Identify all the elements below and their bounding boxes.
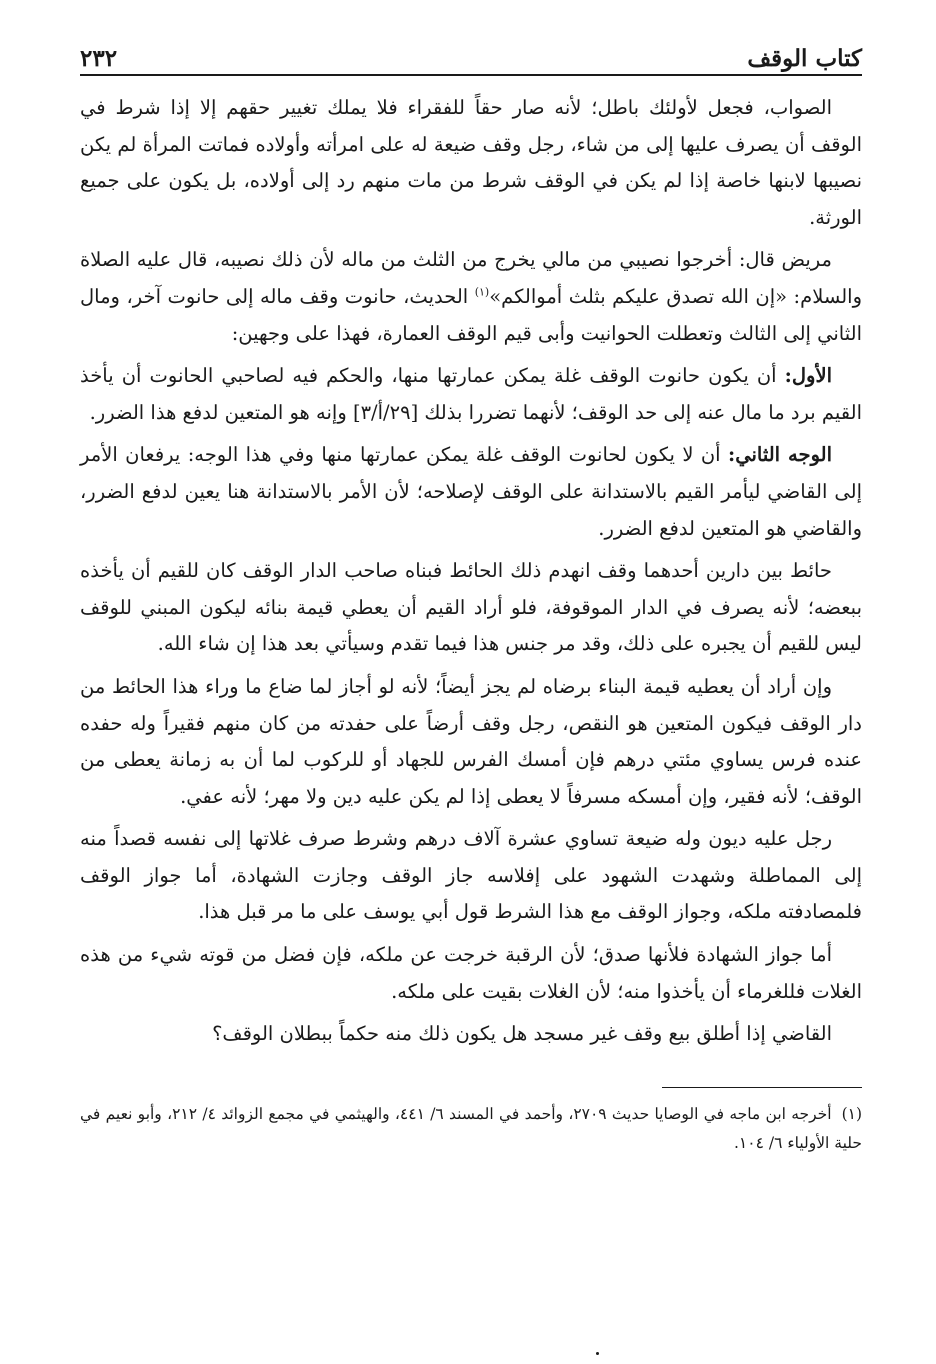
footnote-1 (80, 1100, 862, 1158)
paragraph-1 (80, 90, 862, 236)
paragraph-8 (80, 937, 862, 1010)
footnote-number: (١) (841, 1104, 863, 1123)
paragraph-7 (80, 821, 862, 931)
main-text (80, 90, 862, 1053)
paragraph-9 (80, 1016, 862, 1053)
page-number: ٢٣٢ (80, 45, 118, 72)
footnotes (80, 1100, 862, 1158)
paragraph-text: مريض قال: أخرجوا نصيبي من مالي يخرج من الثلث من ماله لأن ذلك نصيبه، قال عليه الصلاة والسلام: «إن الله تصدق عليكم بثلث أموالكم» (80, 248, 863, 308)
paragraph-text: الصواب، فجعل لأولئك باطل؛ لأنه صار حقاً للفقراء فلا يملك تغيير حقهم إلا إذا شرط في الوقف أن يصرف عليها إلى من شاء، رجل وقف ضيعة له على امرأته وأولاده فماتت المرأة لم يكن نصيبها لابنها خاصة إذا لم يكن في الوقف شرط من مات منهم رد إلى أولاده، بل يكون على جميع الورثة. (80, 96, 862, 229)
book-title: كتاب الوقف (747, 45, 862, 72)
page-header (80, 34, 862, 76)
paragraph-4 (80, 437, 862, 547)
paragraph-5 (80, 553, 862, 663)
paragraph-text: أن لا يكون لحانوت الوقف غلة يمكن عمارتها منها وفي هذا الوجه: يرفعان الأمر إلى القاضي ليأمر القيم بالاستدانة على الوقف لإصلاحه؛ لأن الأمر بالاستدانة هنا يعين لدفع الضرر، والقاضي هو المتعين لدفع الضرر. (80, 443, 862, 540)
footnote-reference[interactable]: (١) (474, 285, 490, 299)
paragraph-3 (80, 358, 862, 431)
scan-dot-mark (596, 1352, 599, 1355)
paragraph-text: وإن أراد أن يعطيه قيمة البناء برضاه لم يجز أيضاً؛ لأنه لو أجاز لما ضاع ما وراء هذا الحائط من دار الوقف فيكون المتعين هو النقص، رجل وقف أرضاً على حفدته من كان منهم فقيراً وله حفده عنده فرس يساوي مئتي درهم فإن أمسك الفرس للجهاد أو للركوب لما أن به زمانة يعطى من الوقف؛ لأنه فقير، وإن أمسكه مسرفاً لا يعطى إذا لم يكن عليه دين ولا مهر؛ لأنه عفي. (80, 674, 862, 808)
paragraph-text: أن يكون حانوت الوقف غلة يمكن عمارتها منها، والحكم فيه لصاحبي الحانوت أن يأخذ القيم برد ما مال عنه إلى حد الوقف؛ لأنهما تضررا بذلك [٢٩/أ/٣] وإنه هو المتعين لدفع هذا الضرر. (80, 364, 862, 424)
paragraph-text: حائط بين دارين أحدهما وقف انهدم ذلك الحائط فبناه صاحب الدار الوقف كان للقيم أن يأخذه ببعضه؛ لأنه يصرف في الدار الموقوفة، فلو أراد القيم أن يعطي قيمة بنائه ليكون المبني للوقف ليس للقيم أن يجبره على ذلك، وقد مر جنس هذا فيما تقدم وسيأتي بعد هذا إن شاء الله. (80, 559, 862, 656)
paragraph-6 (80, 669, 862, 815)
section-lead: الأول: (784, 364, 832, 388)
footnote-divider (662, 1087, 862, 1088)
paragraph-text: رجل عليه ديون وله ضيعة تساوي عشرة آلاف درهم وشرط صرف غلاتها إلى نفسه قصداً منه إلى المماطلة وشهدت الشهود على إفلاسه جاز الوقف وجازت الشهادة، أما جواز الوقف فلمصادفته ملكه، وجواز الوقف مع هذا الشرط قول أبي يوسف على ما مر قبل هذا. (80, 827, 862, 924)
paragraph-2 (80, 242, 862, 352)
footnote-text: أخرجه ابن ماجه في الوصايا حديث ٢٧٠٩، وأحمد في المسند ٦/ ٤٤١، والهيثمي في مجمع الزوائد ٤/ ٢١٢، وأبو نعيم في حلية الأولياء ٦/ ١٠٤. (80, 1104, 862, 1152)
section-lead: الوجه الثاني: (728, 443, 832, 467)
paragraph-text: الحديث، حانوت وقف ماله إلى حانوت آخر، ومال الثاني إلى الثالث وتعطلت الحوانيت وأبى قيم الوقف العمارة، فهذا على وجهين: (80, 284, 862, 345)
paragraph-text: القاضي إذا أطلق بيع وقف غير مسجد هل يكون ذلك منه حكماً ببطلان الوقف؟ (212, 1022, 832, 1046)
paragraph-text: أما جواز الشهادة فلأنها صدق؛ لأن الرقبة خرجت عن ملكه، فإن فضل من قوته شيء من هذه الغلات فللغرماء أن يأخذوا منه؛ لأن الغلات بقيت على ملكه. (80, 943, 862, 1003)
